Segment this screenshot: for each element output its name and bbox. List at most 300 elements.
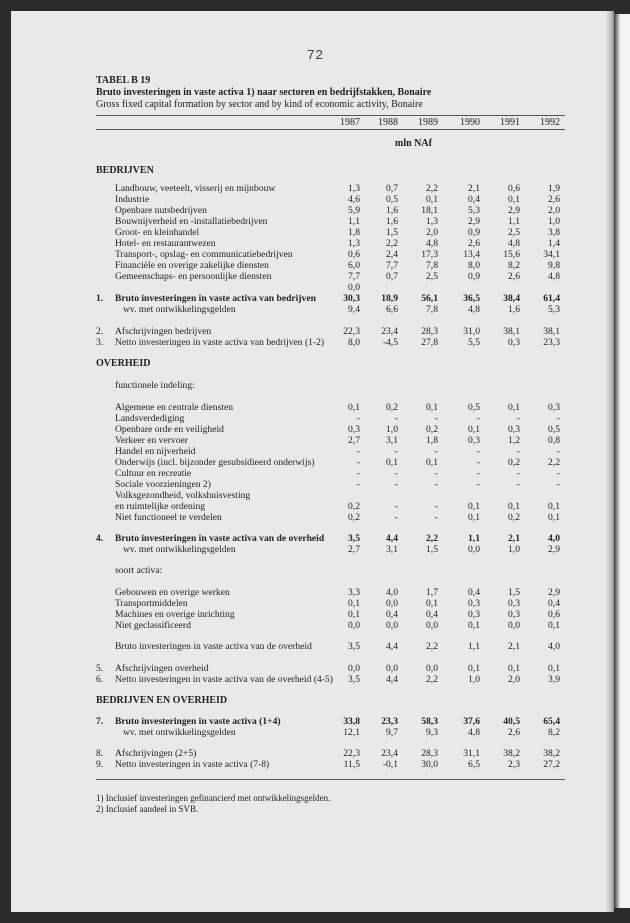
row-label: wv. met ontwikkelingsgelden (123, 727, 236, 738)
table-row (0, 446, 630, 457)
table-row (0, 326, 630, 337)
row-label: Hotel- en restaurantwezen (115, 238, 216, 249)
cell-value: 0,4 (548, 598, 560, 609)
table-row (0, 620, 630, 631)
table-row (0, 609, 630, 620)
cell-value: - (476, 413, 480, 424)
year-header: 1991 (500, 117, 520, 128)
table-row (0, 457, 630, 468)
section-heading-overheid: OVERHEID (96, 358, 151, 369)
table-row (0, 674, 630, 685)
row-label: Landsverdediging (115, 413, 185, 424)
row-label: Groot- en kleinhandel (115, 227, 200, 238)
cell-value: 3,8 (548, 227, 560, 238)
cell-value: 0,7 (386, 271, 398, 282)
table-row (0, 641, 630, 652)
table-row (0, 183, 630, 194)
cell-value: 1,8 (348, 227, 360, 238)
cell-value: 0,1 (468, 501, 480, 512)
cell-value: 27,2 (543, 759, 560, 770)
cell-value: 8,2 (548, 727, 560, 738)
table-row (0, 271, 630, 282)
table-row (0, 748, 630, 759)
cell-value: 36,5 (463, 293, 480, 304)
cell-value: - (394, 468, 398, 479)
cell-value: 33,8 (343, 716, 360, 727)
cell-value: 2,2 (426, 533, 438, 544)
cell-value: 4,8 (426, 238, 438, 249)
cell-value: 0,3 (508, 609, 520, 620)
row-label: Industrie (115, 194, 150, 205)
cell-value: 2,0 (426, 227, 438, 238)
year-header: 1988 (378, 117, 398, 128)
cell-value: 0,1 (548, 620, 560, 631)
cell-value: 18,1 (421, 205, 438, 216)
cell-value: 0,0 (426, 663, 438, 674)
cell-value: - (476, 446, 480, 457)
table-row (0, 293, 630, 304)
cell-value: 1,5 (508, 587, 520, 598)
cell-value: 1,0 (548, 216, 560, 227)
cell-value: 58,3 (421, 716, 438, 727)
cell-value: 18,9 (381, 293, 398, 304)
cell-value: 27,8 (421, 337, 438, 348)
cell-value: - (516, 479, 520, 490)
row-label: Verkeer en vervoer (115, 435, 188, 446)
cell-value: 34,1 (543, 249, 560, 260)
cell-value: 9,4 (348, 304, 360, 315)
cell-value: 3,5 (348, 641, 360, 652)
row-label: Machines en overige inrichting (115, 609, 235, 620)
row-label: Volksgezondheid, volkshuisvesting (115, 490, 251, 501)
row-label: Bruto investeringen in vaste activa van bedrijven (115, 293, 316, 304)
row-label: Cultuur en recreatie (115, 468, 192, 479)
cell-value: 0,1 (548, 663, 560, 674)
cell-value: 2,2 (548, 457, 560, 468)
cell-value: 4,4 (386, 641, 398, 652)
subheading-label: soort activa: (115, 565, 163, 576)
header-bottom-rule (96, 129, 565, 130)
cell-value: 4,8 (508, 238, 520, 249)
cell-value: 8,0 (348, 337, 360, 348)
table-row (0, 759, 630, 770)
cell-value: 2,3 (508, 759, 520, 770)
page-number: 72 (306, 48, 324, 64)
cell-value: 0,1 (348, 609, 360, 620)
cell-value: 31,0 (463, 326, 480, 337)
row-number: 3. (96, 337, 104, 348)
section-heading-bedrijven-en-overheid: BEDRIJVEN EN OVERHEID (96, 695, 228, 706)
cell-value: - (434, 512, 438, 523)
cell-value: 0,5 (468, 402, 480, 413)
cell-value: 0,8 (548, 435, 560, 446)
cell-value: - (556, 479, 560, 490)
cell-value: 4,8 (548, 271, 560, 282)
cell-value: - (356, 479, 360, 490)
cell-value: 1,6 (386, 205, 398, 216)
cell-value: 1,4 (548, 238, 560, 249)
header-top-rule (96, 115, 565, 116)
cell-value: 0,3 (508, 424, 520, 435)
cell-value: 0,2 (426, 424, 438, 435)
cell-value: 9,7 (386, 727, 398, 738)
cell-value: 0,2 (508, 457, 520, 468)
cell-value: 1,0 (468, 674, 480, 685)
cell-value: 0,4 (468, 587, 480, 598)
cell-value: 5,9 (348, 205, 360, 216)
table-row (0, 501, 630, 512)
cell-value: 15,6 (503, 249, 520, 260)
cell-value: 1,6 (386, 216, 398, 227)
cell-value: 2,6 (468, 238, 480, 249)
cell-value: 2,4 (386, 249, 398, 260)
cell-value: 2,7 (348, 544, 360, 555)
cell-value: 0,9 (468, 227, 480, 238)
table-row (0, 587, 630, 598)
cell-value: 2,6 (508, 727, 520, 738)
row-label: wv. met ontwikkelingsgelden (123, 304, 236, 315)
row-label: Handel en nijverheid (115, 446, 196, 457)
cell-value: 0,1 (426, 457, 438, 468)
cell-value: 4,8 (468, 727, 480, 738)
cell-value: 1,8 (426, 435, 438, 446)
cell-value: - (476, 479, 480, 490)
table-row (0, 479, 630, 490)
cell-value: 0,9 (468, 271, 480, 282)
cell-value: - (434, 413, 438, 424)
cell-value: 22,3 (343, 748, 360, 759)
cell-value: 0,2 (508, 512, 520, 523)
row-label: Netto investeringen in vaste activa (7-8) (115, 759, 270, 770)
cell-value: 0,1 (426, 194, 438, 205)
cell-value: 1,3 (426, 216, 438, 227)
table-row (0, 727, 630, 738)
row-label: Landbouw, veeteelt, visserij en mijnbouw (115, 183, 276, 194)
year-header: 1989 (418, 117, 438, 128)
cell-value: 2,9 (548, 544, 560, 555)
row-label: Bruto investeringen in vaste activa van de overheid (115, 641, 312, 652)
row-number: 8. (96, 748, 104, 759)
cell-value: 22,3 (343, 326, 360, 337)
cell-value: 0,1 (468, 424, 480, 435)
cell-value: -4,5 (382, 337, 398, 348)
cell-value: 0,1 (548, 501, 560, 512)
cell-value: - (476, 457, 480, 468)
cell-value: - (434, 501, 438, 512)
cell-value: 0,1 (426, 402, 438, 413)
cell-value: 0,1 (426, 598, 438, 609)
cell-value: - (434, 446, 438, 457)
cell-value: 1,1 (468, 533, 480, 544)
row-label: Bruto investeringen in vaste activa (1+4) (115, 716, 281, 727)
cell-value: - (356, 446, 360, 457)
cell-value: 38,1 (543, 326, 560, 337)
row-label: Transport-, opslag- en communicatiebedrijven (115, 249, 293, 260)
cell-value: 4,4 (386, 674, 398, 685)
table-row (0, 424, 630, 435)
cell-value: 3,5 (348, 674, 360, 685)
cell-value: 2,0 (508, 674, 520, 685)
cell-value: 2,7 (348, 435, 360, 446)
cell-value: 23,4 (381, 748, 398, 759)
cell-value: - (356, 457, 360, 468)
cell-value: - (356, 468, 360, 479)
cell-value: 0,0 (508, 620, 520, 631)
cell-value: 4,0 (386, 587, 398, 598)
cell-value: 0,4 (426, 609, 438, 620)
cell-value: 11,5 (343, 759, 360, 770)
cell-value: 0,0 (386, 598, 398, 609)
cell-value: 28,3 (421, 326, 438, 337)
cell-value: 2,9 (468, 216, 480, 227)
row-label: Gebouwen en overige werken (115, 587, 230, 598)
cell-value: 1,9 (548, 183, 560, 194)
cell-value: 0,1 (508, 194, 520, 205)
footnote-2: 2) Inclusief aandeel in SVB. (96, 804, 199, 814)
year-header: 1990 (460, 117, 480, 128)
table-row (0, 413, 630, 424)
cell-value: 0,1 (348, 402, 360, 413)
cell-value: 2,6 (548, 194, 560, 205)
cell-value: 0,6 (548, 609, 560, 620)
cell-value: 2,5 (508, 227, 520, 238)
section-heading-bedrijven: BEDRIJVEN (96, 165, 154, 176)
table-row (0, 468, 630, 479)
cell-value: 23,3 (543, 337, 560, 348)
table-title-block (96, 75, 431, 111)
cell-value: - (434, 479, 438, 490)
table-row (0, 512, 630, 523)
cell-value: 0,1 (468, 620, 480, 631)
cell-value: 0,0 (348, 282, 360, 293)
cell-value: 56,1 (421, 293, 438, 304)
cell-value: - (516, 446, 520, 457)
cell-value: 8,2 (508, 260, 520, 271)
table-id: TABEL B 19 (96, 75, 151, 86)
cell-value: 1,3 (348, 183, 360, 194)
row-label: Afschrijvingen (2+5) (115, 748, 197, 759)
cell-value: 38,2 (503, 748, 520, 759)
cell-value: 0,3 (508, 337, 520, 348)
row-label: Afschrijvingen overheid (115, 663, 209, 674)
cell-value: 5,3 (548, 304, 560, 315)
cell-value: 2,5 (426, 271, 438, 282)
cell-value: 2,2 (386, 238, 398, 249)
cell-value: 6,0 (348, 260, 360, 271)
cell-value: 0,1 (468, 663, 480, 674)
table-row (0, 194, 630, 205)
cell-value: 0,2 (348, 501, 360, 512)
table-row (0, 260, 630, 271)
cell-value: 9,8 (548, 260, 560, 271)
cell-value: 0,5 (548, 424, 560, 435)
table-row (0, 435, 630, 446)
row-label: Openbare orde en veiligheid (115, 424, 224, 435)
cell-value: 1,5 (426, 544, 438, 555)
cell-value: 4,6 (348, 194, 360, 205)
row-label: Netto investeringen in vaste activa van bedrijven (1-2) (115, 337, 325, 348)
row-number: 4. (96, 533, 104, 544)
subheading-functionele-indeling (0, 380, 630, 391)
row-label: Financiële en overige zakelijke diensten (115, 260, 269, 271)
cell-value: 0,3 (548, 402, 560, 413)
cell-value: 2,0 (548, 205, 560, 216)
row-label: Transportmiddelen (115, 598, 188, 609)
cell-value: 2,9 (508, 205, 520, 216)
cell-value: 1,5 (386, 227, 398, 238)
cell-value: 3,5 (348, 533, 360, 544)
cell-value: -0,1 (382, 759, 398, 770)
row-label: Openbare nutsbedrijven (115, 205, 207, 216)
cell-value: 28,3 (421, 748, 438, 759)
cell-value: 0,3 (468, 598, 480, 609)
row-label: Niet geclassificeerd (115, 620, 191, 631)
cell-value: 0,0 (348, 663, 360, 674)
row-label: Sociale voorzieningen 2) (115, 479, 211, 490)
cell-value: 3,1 (386, 435, 398, 446)
row-number: 2. (96, 326, 104, 337)
cell-value: 0,2 (386, 402, 398, 413)
table-bottom-rule (96, 779, 565, 780)
cell-value: - (394, 479, 398, 490)
cell-value: 1,3 (348, 238, 360, 249)
cell-value: 0,7 (386, 183, 398, 194)
cell-value: 2,6 (508, 271, 520, 282)
table-row (0, 249, 630, 260)
cell-value: - (516, 413, 520, 424)
cell-value: 3,9 (548, 674, 560, 685)
row-label: Onderwijs (incl. bijzonder gesubsidieerd onderwijs) (115, 457, 315, 468)
cell-value: 4,0 (548, 533, 560, 544)
table-row (0, 227, 630, 238)
cell-value: 4,0 (548, 641, 560, 652)
cell-value: 0,3 (468, 435, 480, 446)
cell-value: 4,4 (386, 533, 398, 544)
cell-value: 0,4 (468, 194, 480, 205)
cell-value: - (394, 501, 398, 512)
table-row (0, 663, 630, 674)
cell-value: - (394, 512, 398, 523)
cell-value: 40,5 (503, 716, 520, 727)
cell-value: - (516, 468, 520, 479)
cell-value: 0,0 (386, 620, 398, 631)
cell-value: 65,4 (543, 716, 560, 727)
cell-value: 1,2 (508, 435, 520, 446)
cell-value: 0,1 (508, 402, 520, 413)
cell-value: 38,1 (503, 326, 520, 337)
cell-value: 0,1 (348, 598, 360, 609)
cell-value: - (394, 446, 398, 457)
cell-value: - (356, 413, 360, 424)
cell-value: 0,3 (468, 609, 480, 620)
cell-value: 7,8 (426, 304, 438, 315)
table-row (0, 238, 630, 249)
row-label: Gemeenschaps- en persoonlijke diensten (115, 271, 272, 282)
cell-value: 0,1 (548, 512, 560, 523)
row-number: 6. (96, 674, 104, 685)
table-row (0, 282, 630, 293)
year-header: 1992 (540, 117, 560, 128)
cell-value: 13,4 (463, 249, 480, 260)
cell-value: - (556, 446, 560, 457)
cell-value: 0,1 (386, 457, 398, 468)
cell-value: 5,5 (468, 337, 480, 348)
cell-value: 23,3 (381, 716, 398, 727)
row-number: 9. (96, 759, 104, 770)
table-row (0, 216, 630, 227)
row-label: Algemene en centrale diensten (115, 402, 234, 413)
subheading-soort-activa (0, 565, 630, 576)
cell-value: 61,4 (543, 293, 560, 304)
cell-value: 0,2 (348, 512, 360, 523)
cell-value: 1,0 (386, 424, 398, 435)
table-title-english: Gross fixed capital formation by sector and by kind of economic activity, Bonaire (96, 99, 423, 110)
cell-value: 12,1 (343, 727, 360, 738)
cell-value: 7,7 (386, 260, 398, 271)
cell-value: - (476, 468, 480, 479)
cell-value: - (434, 468, 438, 479)
cell-value: 1,1 (468, 641, 480, 652)
row-label: Bruto investeringen in vaste activa van de overheid (115, 533, 325, 544)
cell-value: 9,3 (426, 727, 438, 738)
cell-value: - (394, 413, 398, 424)
cell-value: 2,9 (548, 587, 560, 598)
cell-value: 7,7 (348, 271, 360, 282)
cell-value: 23,4 (381, 326, 398, 337)
cell-value: 0,3 (508, 598, 520, 609)
cell-value: 0,4 (386, 609, 398, 620)
cell-value: 0,6 (508, 183, 520, 194)
row-number: 1. (96, 293, 104, 304)
cell-value: 0,5 (386, 194, 398, 205)
cell-value: 5,3 (468, 205, 480, 216)
row-number: 7. (96, 716, 104, 727)
row-label: wv. met ontwikkelingsgelden (123, 544, 236, 555)
cell-value: 1,1 (508, 216, 520, 227)
footnote-1: 1) Inclusief investeringen gefinancierd met ontwikkelingsgelden. (96, 793, 331, 803)
cell-value: 37,6 (463, 716, 480, 727)
cell-value: 0,6 (348, 249, 360, 260)
table-row (0, 716, 630, 727)
cell-value: 1,6 (508, 304, 520, 315)
cell-value: 17,3 (421, 249, 438, 260)
cell-value: 38,2 (543, 748, 560, 759)
cell-value: 1,0 (508, 544, 520, 555)
cell-value: 2,1 (468, 183, 480, 194)
table-row (0, 337, 630, 348)
cell-value: - (556, 413, 560, 424)
subheading-label: functionele indeling: (115, 380, 195, 391)
row-label: Netto investeringen in vaste activa van de overheid (4-5) (115, 674, 333, 685)
row-number: 5. (96, 663, 104, 674)
cell-value: 0,0 (468, 544, 480, 555)
cell-value: 0,1 (468, 512, 480, 523)
cell-value: 0,0 (348, 620, 360, 631)
cell-value: 0,0 (386, 663, 398, 674)
cell-value: 38,4 (503, 293, 520, 304)
table-title-dutch: Bruto investeringen in vaste activa 1) naar sectoren en bedrijfstakken, Bonaire (96, 87, 432, 98)
table-row (0, 598, 630, 609)
cell-value: - (556, 468, 560, 479)
cell-value: 8,0 (468, 260, 480, 271)
cell-value: 7,8 (426, 260, 438, 271)
row-label: Bouwnijverheid en -installatiebedrijven (115, 216, 268, 227)
cell-value: 31,1 (463, 748, 480, 759)
table-row (0, 544, 630, 555)
cell-value: 0,1 (508, 663, 520, 674)
cell-value: 30,0 (421, 759, 438, 770)
table-row (0, 402, 630, 413)
